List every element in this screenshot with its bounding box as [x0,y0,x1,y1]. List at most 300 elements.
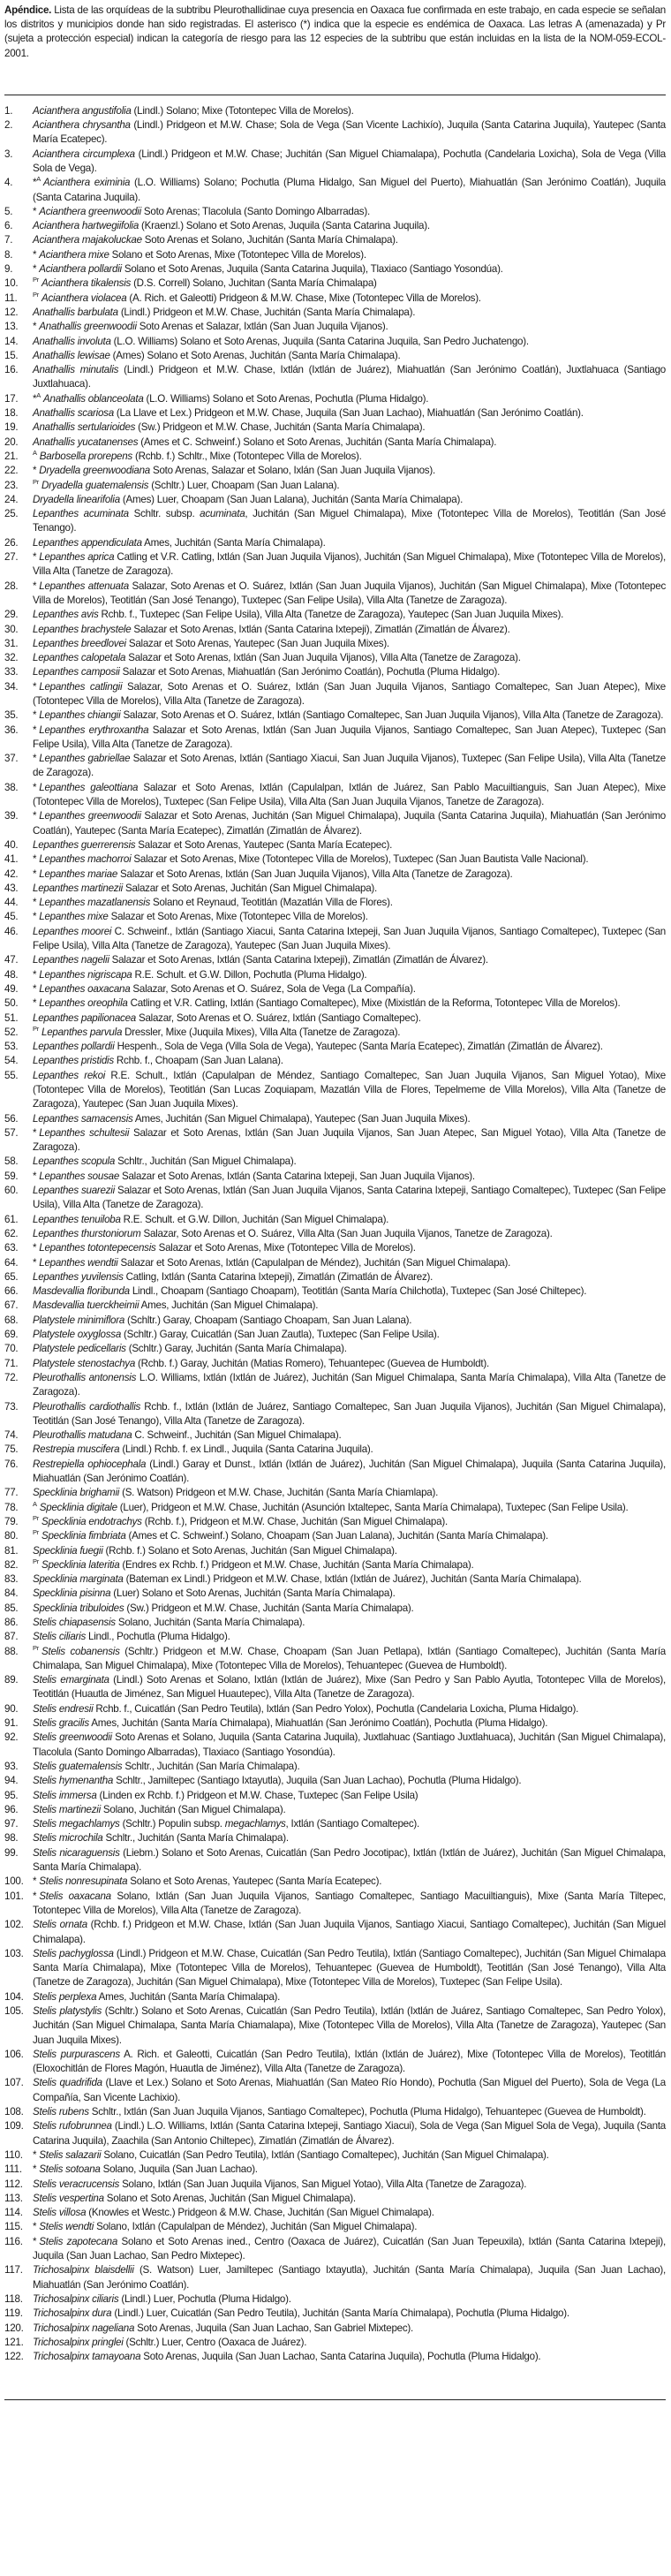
species-distribution: (Schltr.) Garay, Juchitán (Santa María Chimalapa). [125,1343,347,1355]
entry-number: 51. [4,1011,19,1024]
entry-number: 3. [4,148,13,160]
species-name: Lepanthes oaxacana [39,982,131,995]
species-name: Platystele pedicellaris [33,1343,126,1355]
species-name: Lepanthes totontepecensis [39,1242,156,1254]
species-distribution: Catling et V.R. Catling, Ixtlán (Santiago Comaltepec), Mixe (Mixistlán de la Reforma, Totontepec Villa de Morelos). [127,997,621,1010]
species-entry [4,1616,666,1630]
entry-number: 95. [4,1789,19,1801]
species-distribution: (Llave et Lex.) Solano et Soto Arenas, Miahuatlán (San Mateo Río Hondo), Pochutla (San Miguel del Puerto), Sola de Vega (La Compañía, San Vicente Lachixio). [33,2077,666,2103]
risk-mark [33,753,36,764]
species-entry [4,1716,666,1731]
species-distribution: Solano et Soto Arenas, Juchitán (San Miguel Chimalapa). [103,2192,356,2204]
endemic-asterisk: * [33,2148,37,2161]
species-distribution: A. Rich. et Galeotti, Cuicatlán (San Pedro Teutila), Ixtlán (Ixtlán de Juárez), Mixe (Totontepec Villa de Morelos), Teotitlán (Eloxochitlán de Flores Magón, Huautla de Jiménez), Villa Alta (Tanetze de Zaragoza). [33,2048,666,2075]
species-entry [4,637,666,651]
entry-number: 38. [4,781,19,793]
species-entry [4,450,666,464]
species-entry [4,1299,666,1313]
species-name: Stelis nicaraguensis [33,1846,120,1859]
entry-number: 32. [4,652,19,664]
risk-mark [33,1242,36,1254]
endemic-asterisk: * [33,982,37,995]
entry-number: 91. [4,1717,19,1730]
species-distribution: (L.O. Williams) Solano; Pochutla (Pluma Hidalgo, San Miguel del Puerto), Miahuatlán (San Jerónimo Coatlán), Juquila (Santa Catarina Juquila). [33,177,666,203]
species-distribution: (Schltr.) Pridgeon et M.W. Chase, Choapam (San Juan Petlapa), Ixtlán (Santiago Comaltepec), Juchitán (Santa María Chimalapa, San Miguel Chimalapa), Mixe (Totontepec Villa de Morelos), Tehuantepec (Guevea de Humboldt). [33,1645,666,1671]
species-name: Stelis cobanensis [41,1645,120,1657]
species-entry [4,1126,666,1155]
species-entry [4,910,666,924]
species-distribution: Salazar et Soto Arenas, Ixtlán (San Juan Juquila Vijanos, Santa Catarina Ixtepeji, Santiago Comaltepec), Tuxtepec (San Felipe Usila), Villa Alta (Tanetze de Zaragoza). [33,1185,666,1211]
species-name: Lepanthes thurstoniorum [33,1227,141,1239]
entry-number: 62. [4,1227,19,1239]
species-name: Stelis purpurascens [33,2048,120,2060]
entry-number: 5. [4,205,13,217]
entry-number: 27. [4,551,19,564]
species-entry [4,2263,666,2292]
risk-mark [33,1875,36,1887]
risk-category: Pr [33,477,39,486]
species-entry [4,2178,666,2192]
species-name: Lepanthes camposii [33,666,120,678]
species-name: Anathallis barbulata [33,306,118,318]
species-name: Trichosalpinx pringlei [33,2336,124,2348]
species-distribution: Salazar et Soto Arenas, Ixtlán (San Juan Juquila Vijanos), Villa Alta (Tanetze de Zaragoza). [125,652,521,664]
entry-number: 89. [4,1674,19,1686]
species-distribution: Solano, Ixtlán (San Juan Juquila Vijanos, Santiago Comaltepec, Santiago Macuiltianguis), Mixe (Santa María Tiltepec, Totontepec Villa de Morelos), Villa Alta (Tanetze de Zaragoza). [33,1890,666,1916]
species-name: Platystele minimiflora [33,1314,125,1326]
species-name: Acianthera circumplexa [33,148,135,160]
species-distribution: (Lindl.) Pridgeon et M.W. Chase; Sola de Vega (San Vicente Lachixío), Juquila (Santa Catarina Juquila), Yautepec (Santa María Ecatepec). [33,119,666,146]
species-name: Lepanthes papilionacea [33,1011,136,1024]
species-name: Acianthera angustifolia [33,104,132,117]
risk-mark [33,206,36,217]
species-distribution: (Rchb. f.), Pridgeon et M.W. Chase, Juchitán (San Miguel Chimalapa). [141,1515,448,1527]
species-entry [4,1400,666,1429]
species-entry [4,493,666,507]
species-name: Acianthera greenwoodii [39,205,141,217]
entry-number: 10. [4,277,19,290]
entry-number: 99. [4,1846,19,1859]
species-entry [4,292,666,306]
species-distribution: (Schltr.) Garay, Cuicatlán (San Juan Zautla), Tuxtepec (San Felipe Usila). [121,1329,440,1341]
species-distribution: (Endres ex Rchb. f.) Pridgeon et M.W. Chase, Juchitán (Santa María Chimalapa). [119,1558,474,1571]
species-distribution: Ames, Juchitán (Santa María Chimalapa), Miahuatlán (San Jerónimo Coatlán), Pochutla (Pluma Hidalgo). [88,1717,548,1730]
entry-number: 103. [4,1947,24,1959]
species-name: Lepanthes mixe [39,911,109,923]
species-distribution: Salazar et Soto Arenas, Yautepec (San Juan Juquila Mixes). [125,637,389,649]
entry-number: 4. [4,177,13,189]
endemic-asterisk: * [33,911,37,923]
species-name: Acianthera pollardii [39,263,122,276]
caption-label: Apéndice. [4,4,52,16]
endemic-asterisk: * [33,897,37,909]
entry-number: 9. [4,263,13,276]
species-entry [4,1875,666,1889]
species-entry [4,320,666,334]
species-entry [4,1602,666,1616]
species-entry [4,1501,666,1515]
species-entry [4,665,666,679]
species-entry [4,1774,666,1788]
species-entry [4,104,666,118]
species-list [4,104,666,2365]
species-name: Dryadella guatemalensis [41,479,149,491]
species-name: Acianthera chrysantha [33,119,131,132]
species-name: Lepanthes breedlovei [33,637,126,649]
species-distribution: Soto Arenas, Juquila (San Juan Lachao, San Gabriel Mixtepec). [134,2322,413,2334]
risk-mark [33,1499,37,1513]
species-entry [4,392,666,406]
species-distribution: Salazar et Soto Arenas, Juchitán (San Miguel Chimalapa). [122,882,377,894]
entry-number: 11. [4,292,18,304]
risk-mark [33,448,37,462]
species-distribution: Solano, Cuicatlán (San Pedro Teutila), Ixtlán (Santiago Comaltepec), Juchitán (San Miguel Chimalapa). [101,2148,549,2161]
entry-number: 114. [4,2207,23,2219]
species-distribution: Ames, Juchitán (Santa María Chimalapa). [141,536,326,549]
species-distribution: Salazar et Soto Arenas, Ixtlán (Santa Catarina Ixtepeji, San Juan Juquila Vijanos). [119,1170,475,1182]
species-entry [4,479,666,493]
species-name: Lepanthes suarezii [33,1185,115,1197]
species-distribution-cont: , Ixtlán (Santiago Comaltepec). [285,1818,419,1830]
species-name: Platystele oxyglossa [33,1329,122,1341]
species-entry [4,118,666,148]
species-distribution: (Schltr.) Luer, Centro (Oaxaca de Juárez). [123,2336,307,2348]
species-entry [4,1270,666,1284]
risk-mark [33,983,36,995]
species-entry [4,550,666,580]
species-name: Anathallis oblanceolata [43,392,144,405]
species-distribution: Salazar, Soto Arenas et O. Suárez, Ixtlán (Santiago Comaltepec). [135,1011,421,1024]
risk-mark [33,1643,39,1657]
risk-category: Pr [33,1557,39,1565]
entry-number: 83. [4,1573,19,1586]
entry-number: 116. [4,2235,23,2247]
species-entry [4,1529,666,1543]
entry-number: 29. [4,609,19,621]
species-name: Restrepiella ophiocephala [33,1458,147,1470]
species-entry [4,1890,666,1919]
entry-number: 78. [4,1501,19,1513]
appendix-caption [4,4,666,61]
entry-number: 85. [4,1602,19,1614]
species-entry [4,2350,666,2364]
risk-mark [33,1257,36,1269]
entry-number: 50. [4,997,19,1010]
species-name: Masdevallia floribunda [33,1285,130,1298]
species-name: Dryadella linearifolia [33,493,120,505]
entry-number: 79. [4,1515,19,1527]
species-entry [4,724,666,753]
species-name: Stelis greenwoodii [33,1731,112,1744]
species-distribution: (Rchb. f.) Schltr., Mixe (Totontepec Villa de Morelos). [132,450,362,462]
risk-mark [33,277,39,289]
entry-number: 42. [4,868,19,880]
species-name: Specklinia fimbriata [41,1530,126,1542]
endemic-asterisk: * [33,1875,37,1888]
species-distribution: Ames, Juchitán (San Miguel Chimalapa). [139,1299,319,1312]
species-entry [4,1284,666,1299]
risk-mark [33,997,36,1009]
species-entry [4,248,666,262]
entry-number: 48. [4,968,19,981]
species-distribution: (Ames et C. Schweinf.) Solano, Choapam (San Juan Lalana), Juchitán (Santa María Chimalapa). [125,1530,548,1542]
species-name: Lepanthes acuminata [33,508,129,520]
species-distribution: Soto Arenas, Juquila (San Juan Lachao, Santa Catarina Juquila), Pochutla (Pluma Hidalgo). [140,2351,541,2363]
species-entry [4,1155,666,1169]
species-entry [4,1026,666,1040]
species-name: Pleurothallis matudana [33,1429,132,1442]
entry-number: 76. [4,1458,19,1470]
species-entry [4,1831,666,1845]
species-name: Stelis megachlamys [33,1818,120,1830]
risk-category: Pr [33,1643,39,1652]
species-distribution: (Lindl.) Garay et Dunst., Ixtlán (Ixtlán de Juárez), Juchitán (San Miguel Chimalapa), Juquila (Santa Catarina Juquila), Miahuatlán (San Jerónimo Coatlán). [33,1458,667,1485]
species-name: Lepanthes nagelii [33,954,109,966]
risk-mark [33,390,41,405]
species-name: Specklinia marginata [33,1573,124,1586]
risk-mark [33,709,36,721]
risk-mark [33,321,36,332]
species-distribution: R.E. Schult., Ixtlán (Capulalpan de Méndez, Santiago Comaltepec, San Juan Juquila Vijanos, San Miguel Yotao), Mixe (Totontepec Villa de Morelos), Teotitlán (San Lucas Zoquiapam, Mazatlán Villa de Flores, Tepelmeme de Villa Morelos), Villa Alta (Tanetze de Zaragoza), Yautepec (San Juan Juquila Mixes). [33,1069,666,1110]
species-name: Trichosalpinx nageliana [33,2322,135,2334]
species-distribution: (Sw.) Pridgeon et M.W. Chase, Juchitán (Santa María Chimalapa). [124,1602,414,1614]
species-entry [4,2307,666,2321]
bottom-rule [4,2399,666,2400]
species-name: Lepanthes martinezii [33,882,123,894]
species-distribution: Solano, Ixtlán (San Juan Juquila Vijanos, San Miguel Yotao), Villa Alta (Tanetze de Zaragoza). [119,2178,527,2190]
entry-number: 73. [4,1400,19,1413]
endemic-asterisk: * [33,2163,37,2176]
species-distribution: Schltr., Ixtlán (San Juan Juquila Vijanos, Santiago Comaltepec), Pochutla (Pluma Hidalgo), Tehuantepec (Guevea de Humboldt). [88,2106,646,2118]
species-name: Stelis perplexa [33,1990,97,2003]
species-distribution: Solano, Ixtlán (Capulalpan de Méndez), Juchitán (San Miguel Chimalapa). [94,2221,418,2233]
species-distribution: (Liebm.) Solano et Soto Arenas, Cuicatlán (San Pedro Jocotipac), Ixtlán (Ixtlán de Juárez), Juchitán (San Miguel Chimalapa, Santa María Chimalapa). [33,1846,666,1874]
species-entry [4,2048,666,2077]
endemic-asterisk: * [33,753,37,765]
species-entry [4,507,666,536]
species-name: Stelis rubens [33,2106,89,2118]
species-name: Lepanthes erythroxantha [39,724,149,736]
species-entry [4,809,666,838]
entry-number: 8. [4,248,13,261]
endemic-asterisk: * [33,551,37,564]
endemic-asterisk: * [33,177,37,189]
species-entry [4,1112,666,1126]
species-distribution: (Schltr.) Solano et Soto Arenas, Cuicatlán (San Pedro Teutila), Ixtlán (Ixtlán de Juárez, Santiago Comaltepec, San Pedro Yolox), Juchitán (San Miguel Chimalapa, Santa María Chiamalapa), Mixe (Totontepec Villa de Morelos), Villa Alta (Tanetze de Zaragoza), Yautepec (San Juan Juquila Mixes). [33,2005,666,2046]
species-entry [4,1947,666,1990]
species-name: Stelis veracrucensis [33,2178,120,2190]
species-name: Stelis platystylis [33,2005,102,2017]
endemic-asterisk: * [33,810,37,822]
entry-number: 14. [4,335,19,347]
endemic-asterisk: * [33,997,37,1010]
entry-number: 65. [4,1270,19,1283]
species-name: Lepanthes yuvilensis [33,1270,124,1283]
species-name: Lepanthes sousae [39,1170,120,1182]
caption-text: Lista de las orquídeas de la subtribu Pleurothallidinae cuya presencia en Oaxaca fue confirmada en este trabajo, en cada especie se señalan los distritos y municipios donde han sido registradas. El asterisco (*) indica que la especie es endémica de Oaxaca. Las letras A (amenazada) y Pr (sujeta a protección especial) indican la categoría de riesgo para las 12 especies de la subtribu que están incluidas en la lista de la NOM-059-ECOL-2001. [4,4,666,59]
species-entry [4,1702,666,1716]
entry-number: 30. [4,623,19,635]
species-distribution: Solano, Juquila (San Juan Lachao). [100,2163,258,2176]
endemic-asterisk: * [33,2235,37,2247]
species-entry [4,1069,666,1112]
species-entry [4,651,666,665]
entry-number: 93. [4,1760,19,1772]
species-entry [4,406,666,420]
species-entry [4,1011,666,1026]
species-distribution: (Lindl.) Pridgeon et M.W. Chase, Cuicatlán (San Pedro Teutila), Ixtlán (Santiago Comaltepec), Juchitán (San Miguel Chimalapa Santa María Chimalapa), Mixe (Totontepec Villa de Morelos), Tehuantepec (Guevea de Humboldt), Teotitlán (San José Tenango), Villa Alta (Tanetze de Zaragoza), Juchitán (San Miguel Chimalapa), Mixe (Totontepec Villa de Morelos), Tuxtepec (San Felipe Usila). [33,1947,666,1989]
entry-number: 108. [4,2106,24,2118]
entry-number: 107. [4,2077,24,2089]
species-distribution: Salazar et Soto Arenas, Mixe (Totontepec Villa de Morelos). [155,1242,416,1254]
species-name: Restrepia muscifera [33,1443,120,1456]
endemic-asterisk: * [33,853,37,866]
endemic-asterisk: * [33,2221,37,2233]
species-name: Lepanthes aprica [39,551,115,564]
risk-mark [33,2163,36,2175]
species-name: Anathallis sertularioides [33,421,136,434]
species-distribution: Lindl., Choapam (Santiago Choapam), Teotitlán (Santa María Chilchotla), Tuxtepec (San José Chiltepec). [129,1285,587,1298]
entry-number: 57. [4,1126,19,1139]
species-entry [4,306,666,320]
entry-number: 39. [4,810,19,822]
species-name: Anathallis minutalis [33,364,119,376]
risk-category: Pr [33,276,39,284]
species-name: Stelis oaxacana [39,1890,111,1902]
species-entry [4,2292,666,2307]
species-distribution: (Ames) Luer, Choapam (San Juan Lalana), Juchitán (Santa María Chimalapa). [119,493,464,505]
species-name: Pleurothallis antonensis [33,1371,137,1383]
species-entry [4,1357,666,1371]
species-distribution: Salazar et Soto Arenas, Ixtlán (Capulalpan, Ixtlán de Juárez, San Pablo Macuiltianguis, San Juan Atepec), Mixe (Totontepec Villa de Morelos), Tuxtepec (San Felipe Usila), Villa Alta (San Juan Juquila Vijanos, Tanetze de Zaragoza). [33,781,666,808]
species-distribution: (Luer) Solano et Soto Arenas, Juchitán (Santa María Chimalapa). [110,1587,396,1600]
entry-number: 18. [4,407,19,420]
entry-number: 70. [4,1343,19,1355]
endemic-asterisk: * [33,465,37,477]
species-name: Lepanthes pollardii [33,1041,115,1053]
entry-number: 53. [4,1041,19,1053]
species-distribution: Salazar, Soto Arenas et O. Suárez, Ixtlán (San Juan Juquila Vijanos, Santiago Comaltepec, San Juan Atepec), Mixe (Totontepec Villa de Morelos), Villa Alta (Tanetze de Zaragoza). [33,680,666,707]
species-entry [4,1587,666,1601]
species-distribution: (S. Watson) Pridgeon et M.W. Chase, Juchitán (Santa María Chiamlapa). [119,1487,439,1499]
species-name: Acianthera violacea [41,292,127,304]
risk-category: A [33,1499,37,1508]
species-distribution: Lindl., Pochutla (Pluma Hidalgo). [86,1631,230,1643]
entry-number: 47. [4,954,19,966]
species-entry [4,608,666,622]
species-entry [4,1428,666,1443]
species-distribution: (D.S. Correll) Solano, Juchitan (Santa María Chimalapa) [131,277,377,290]
species-distribution: Schltr. subsp. [128,508,200,520]
species-distribution: Soto Arenas et Salazar, Ixtlán (San Juan Juquila Vijanos). [136,321,388,333]
species-distribution: Salazar, Soto Arenas et O. Suárez, Villa Alta (San Juan Juquila Vijanos, Tanetze de Zaragoza). [140,1227,553,1239]
risk-mark [33,263,36,275]
risk-mark [33,897,36,908]
species-distribution: Ames, Juchitán (Santa María Chimalapa). [96,1990,281,2003]
species-distribution: (Ames) Solano et Soto Arenas, Juchitán (Santa María Chimalapa). [109,349,401,361]
entry-number: 33. [4,666,19,678]
species-distribution: (Lindl.) Soto Arenas et Solano, Ixtlán (Ixtlán de Juárez), Mixe (San Pedro y San Pablo Ayutla, Totontepec Villa de Morelos), Teotitlán (Huautla de Jiménez, San Miguel Huautepec), Villa Alta (Tanetze de Zaragoza). [33,1674,667,1701]
species-entry [4,1342,666,1356]
species-name: Lepanthes schultesii [39,1126,130,1139]
species-name: Stelis wendti [39,2221,94,2233]
species-entry [4,982,666,996]
species-entry [4,536,666,550]
species-distribution: Salazar et Soto Arenas, Mixe (Totontepec Villa de Morelos), Tuxtepec (San Juan Bautista Valle Nacional). [131,853,589,866]
species-distribution: (Rchb. f.) Solano et Soto Arenas, Juchitán (San Miguel Chimalapa). [102,1544,397,1557]
species-entry [4,1328,666,1342]
species-name: Lepanthes parvula [41,1026,123,1038]
entry-number: 100. [4,1875,24,1888]
species-entry [4,896,666,910]
entry-number: 101. [4,1890,24,1902]
entry-number: 66. [4,1285,19,1298]
species-entry [4,335,666,349]
entry-number: 72. [4,1371,19,1383]
species-distribution: Salazar et Soto Arenas, Juchitán (San Miguel Chimalapa), Juquila (Santa Catarina Juquila), Miahuatlán (San Jerónimo Coatlán), Yautepec (Santa María Ecatepec), Zimatlán (Zimatlán de Álvarez). [33,810,666,837]
species-entry [4,205,666,219]
risk-mark [33,1171,36,1182]
risk-category: Pr [33,1513,39,1522]
species-entry [4,2148,666,2163]
species-name: Lepanthes wendtii [39,1256,118,1269]
risk-mark [33,724,36,736]
entry-number: 71. [4,1357,19,1369]
species-name: Lepanthes samacensis [33,1112,133,1125]
entry-number: 36. [4,724,19,736]
species-name: Stelis rufobrunnea [33,2120,112,2133]
species-name: Lepanthes pristidis [33,1055,114,1067]
risk-category: A [36,390,41,399]
species-entry [4,1184,666,1213]
risk-category: Pr [33,1024,39,1033]
risk-category: Pr [33,1528,39,1537]
species-distribution: Salazar et Soto Arenas, Miahuatlán (San Jerónimo Coatlán), Pochutla (Pluma Hidalgo). [119,666,501,678]
endemic-asterisk: * [33,781,37,793]
species-distribution: Catling, Ixtlán (Santa Catarina Ixtepeji), Zimatlán (Zimatlán de Álvarez). [123,1270,434,1283]
risk-mark [33,911,36,922]
species-name: Lepanthes moorei [33,925,112,937]
entry-number: 122. [4,2351,24,2363]
species-entry [4,1803,666,1817]
endemic-asterisk: * [33,392,37,405]
entry-number: 111. [4,2163,22,2176]
species-name: Stelis nonresupinata [39,1875,128,1888]
entry-number: 12. [4,306,19,318]
species-entry [4,363,666,392]
entry-number: 69. [4,1329,19,1341]
entry-number: 13. [4,321,19,333]
entry-number: 105. [4,2005,24,2017]
species-distribution: (Linden ex Rchb. f.) Pridgeon et M.W. Chase, Tuxtepec (San Felipe Usila) [96,1789,418,1801]
entry-number: 15. [4,349,19,361]
species-name: Stelis zapotecana [39,2235,118,2247]
risk-mark [33,2149,36,2161]
species-entry [4,1314,666,1328]
endemic-asterisk: * [33,1256,37,1269]
species-name: Stelis hymenantha [33,1775,114,1787]
species-name: Lepanthes brachystele [33,623,132,635]
risk-mark [33,292,39,304]
entry-number: 52. [4,1026,19,1038]
entry-number: 40. [4,838,19,851]
species-distribution: C. Schweinf., Juchitán (San Miguel Chimalapa). [132,1429,342,1442]
species-name: Specklinia digitale [39,1501,117,1513]
entry-number: 75. [4,1443,19,1456]
species-entry [4,436,666,450]
species-entry [4,2119,666,2148]
species-name: Specklinia lateritia [41,1558,120,1571]
